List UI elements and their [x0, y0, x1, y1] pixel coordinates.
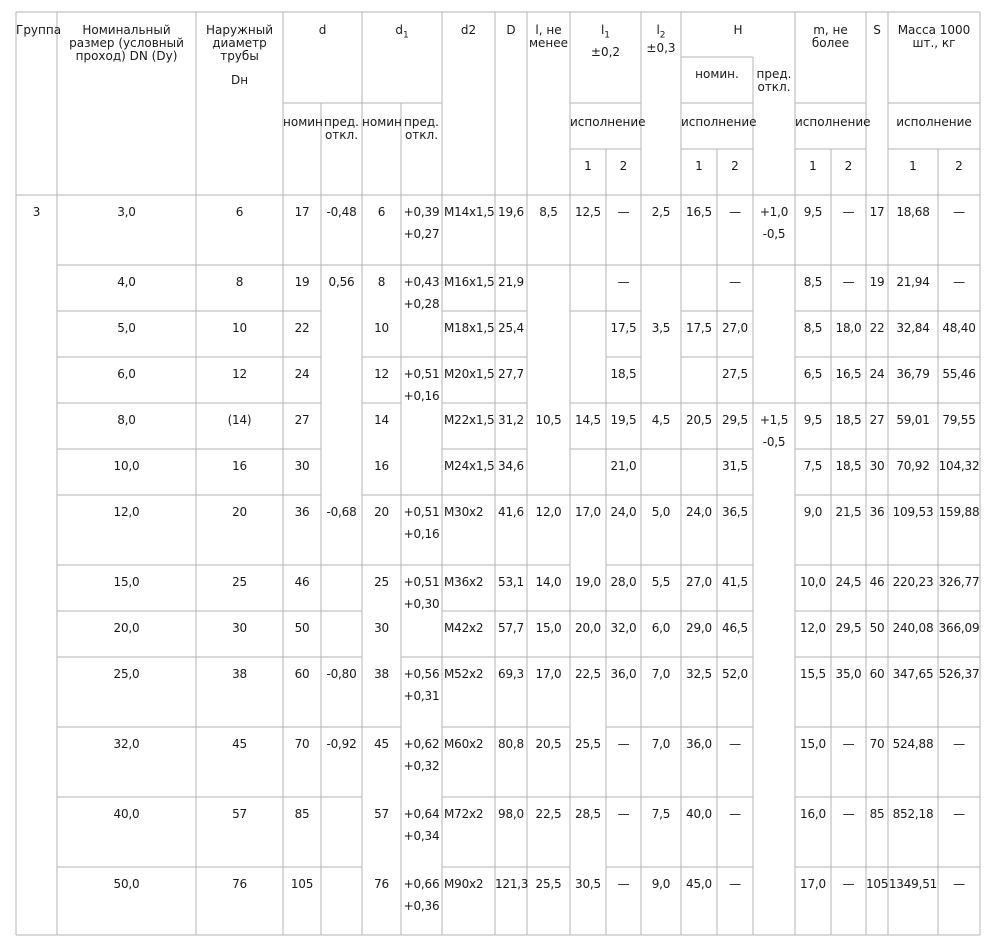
- l1-exec2-cell: 32,0: [610, 621, 637, 635]
- d1-deviation-upper-cell: +0,66: [403, 877, 440, 891]
- d2-thread-cell: M20x1,5: [444, 367, 495, 381]
- header-H-deviation: пред. откл.: [756, 67, 792, 94]
- mass-exec2-cell: —: [953, 877, 965, 891]
- d1-deviation-lower-cell: +0,34: [403, 829, 440, 843]
- d2-thread-cell: M22x1,5: [444, 413, 495, 427]
- header-l: l, не менее: [529, 23, 569, 50]
- d1-nominal-cell: 57: [374, 807, 389, 821]
- d2-thread-cell: M52x2: [444, 667, 484, 681]
- d-deviation-cell: -0,80: [326, 667, 357, 681]
- D-cell: 41,6: [498, 505, 524, 519]
- m-exec1-cell: 16,0: [800, 807, 826, 821]
- d1-deviation-lower-cell: +0,28: [403, 297, 440, 311]
- d1-nominal-cell: 10: [374, 321, 389, 335]
- d1-nominal-cell: 76: [374, 877, 389, 891]
- m-exec1-cell: 9,5: [803, 205, 823, 219]
- m-exec1-cell: 10,0: [800, 575, 826, 589]
- D-cell: 27,7: [498, 367, 524, 381]
- l2-cell: 7,0: [651, 737, 671, 751]
- d1-deviation-lower-cell: +0,32: [403, 759, 440, 773]
- m-exec1-cell: 6,5: [803, 367, 823, 381]
- S-cell: 36: [869, 505, 885, 519]
- l2-cell: 6,0: [651, 621, 671, 635]
- d-deviation-cell: -0,92: [326, 737, 357, 751]
- dn-cell: 3,0: [117, 205, 136, 219]
- l1-exec1-cell: 14,5: [575, 413, 601, 427]
- S-cell: 19: [869, 275, 885, 289]
- l2-cell: 7,5: [651, 807, 671, 821]
- m-exec2-cell: —: [842, 877, 855, 891]
- S-cell: 22: [869, 321, 885, 335]
- d2-thread-cell: M90x2: [444, 877, 484, 891]
- d-nominal-cell: 85: [294, 807, 310, 821]
- d-nominal-cell: 30: [294, 459, 310, 473]
- l1-exec1-cell: 20,0: [575, 621, 601, 635]
- d-nominal-cell: 24: [294, 367, 310, 381]
- l1-exec2-cell: 18,5: [610, 367, 637, 381]
- header-m-exec-1: 1: [809, 159, 817, 173]
- header-d2: d2: [460, 23, 477, 37]
- D-cell: 57,7: [498, 621, 524, 635]
- H-exec1-cell: 16,5: [686, 205, 712, 219]
- m-exec2-cell: —: [842, 205, 855, 219]
- m-exec2-cell: 35,0: [835, 667, 862, 681]
- l-cell: 12,0: [535, 505, 562, 519]
- header-nominal-size: Номинальный размер (условный проход) DN (Dу): [69, 23, 184, 63]
- D-cell: 34,6: [498, 459, 524, 473]
- m-exec2-cell: —: [842, 807, 855, 821]
- header-H-execution: исполнение: [681, 115, 757, 129]
- H-exec2-cell: —: [729, 205, 741, 219]
- d-nominal-cell: 46: [294, 575, 310, 589]
- d1-nominal-cell: 38: [374, 667, 389, 681]
- d1-nominal-cell: 12: [374, 367, 389, 381]
- D-cell: 98,0: [498, 807, 524, 821]
- H-deviation-lower-cell: -0,5: [762, 435, 786, 449]
- d1-deviation-upper-cell: +0,56: [403, 667, 440, 681]
- H-deviation-lower-cell: -0,5: [762, 227, 786, 241]
- group-cell: 3: [32, 205, 41, 219]
- dn-cell: 15,0: [113, 575, 140, 589]
- d1-deviation-upper-cell: +0,64: [403, 807, 440, 821]
- dn-cell: 5,0: [117, 321, 136, 335]
- dn-cell: 40,0: [113, 807, 140, 821]
- H-exec1-cell: 20,5: [686, 413, 712, 427]
- header-D: D: [506, 23, 516, 37]
- l-cell: 25,5: [535, 877, 562, 891]
- l1-exec2-cell: 28,0: [610, 575, 637, 589]
- S-cell: 30: [869, 459, 885, 473]
- l1-exec1-cell: 17,0: [575, 505, 601, 519]
- l1-exec1-cell: 30,5: [575, 877, 601, 891]
- mass-exec1-cell: 59,01: [896, 413, 930, 427]
- mass-exec1-cell: 32,84: [896, 321, 930, 335]
- H-exec1-cell: 45,0: [686, 877, 712, 891]
- H-exec2-cell: —: [729, 807, 741, 821]
- H-exec1-cell: 29,0: [686, 621, 712, 635]
- header-l1-subscript: 1: [604, 30, 611, 41]
- m-exec2-cell: 16,5: [835, 367, 862, 381]
- mass-exec2-cell: 79,55: [942, 413, 976, 427]
- header-d: d: [318, 23, 327, 37]
- l2-cell: 5,0: [651, 505, 671, 519]
- m-exec1-cell: 8,5: [803, 275, 823, 289]
- m-exec1-cell: 15,5: [800, 667, 826, 681]
- l1-exec1-cell: 22,5: [575, 667, 601, 681]
- d1-deviation-upper-cell: +0,39: [403, 205, 440, 219]
- mass-exec2-cell: 326,77: [938, 575, 980, 589]
- d1-deviation-upper-cell: +0,62: [403, 737, 440, 751]
- mass-exec1-cell: 220,23: [892, 575, 934, 589]
- d2-thread-cell: M60x2: [444, 737, 484, 751]
- d2-thread-cell: M36x2: [444, 575, 484, 589]
- H-deviation-upper-cell: +1,5: [759, 413, 789, 427]
- m-exec2-cell: —: [842, 275, 855, 289]
- d1-nominal-cell: 14: [374, 413, 389, 427]
- d2-thread-cell: M30x2: [444, 505, 484, 519]
- d1-nominal-cell: 8: [377, 275, 386, 289]
- d1-deviation-upper-cell: +0,51: [403, 575, 440, 589]
- H-exec1-cell: 27,0: [686, 575, 712, 589]
- m-exec1-cell: 15,0: [800, 737, 826, 751]
- d-deviation-cell: -0,68: [326, 505, 357, 519]
- outer-diameter-cell: 6: [235, 205, 244, 219]
- outer-diameter-cell: 10: [232, 321, 247, 335]
- l-cell: 14,0: [535, 575, 562, 589]
- d2-thread-cell: M24x1,5: [444, 459, 495, 473]
- S-cell: 50: [869, 621, 885, 635]
- outer-diameter-cell: 16: [232, 459, 247, 473]
- header-mass-exec-2: 2: [955, 159, 963, 173]
- outer-diameter-cell: (14): [227, 413, 252, 427]
- mass-exec2-cell: 159,88: [938, 505, 980, 519]
- m-exec1-cell: 9,0: [803, 505, 823, 519]
- l-cell: 8,5: [539, 205, 558, 219]
- H-exec1-cell: 32,5: [686, 667, 712, 681]
- l1-exec1-cell: 19,0: [575, 575, 601, 589]
- header-d-deviation: пред. откл.: [324, 115, 359, 142]
- dn-cell: 10,0: [113, 459, 140, 473]
- S-cell: 46: [869, 575, 885, 589]
- header-d-nominal: номин: [283, 115, 323, 129]
- header-d1-deviation: пред. откл.: [404, 115, 439, 142]
- D-cell: 31,2: [498, 413, 524, 427]
- l1-exec2-cell: —: [617, 205, 630, 219]
- l1-exec2-cell: —: [617, 737, 630, 751]
- d-deviation-cell: 0,56: [328, 275, 355, 289]
- d2-thread-cell: M14x1,5: [444, 205, 495, 219]
- mass-exec1-cell: 70,92: [896, 459, 930, 473]
- m-exec1-cell: 12,0: [800, 621, 826, 635]
- mass-exec1-cell: 18,68: [896, 205, 930, 219]
- l1-exec1-cell: 25,5: [575, 737, 601, 751]
- d1-deviation-upper-cell: +0,43: [403, 275, 440, 289]
- outer-diameter-cell: 25: [232, 575, 247, 589]
- d-nominal-cell: 17: [294, 205, 310, 219]
- d1-deviation-lower-cell: +0,16: [403, 389, 440, 403]
- d1-deviation-lower-cell: +0,27: [403, 227, 440, 241]
- outer-diameter-cell: 8: [235, 275, 244, 289]
- header-l1: $l_1$: [600, 23, 611, 41]
- header-l2-subscript: 2: [659, 30, 666, 41]
- outer-diameter-cell: 76: [232, 877, 247, 891]
- D-cell: 121,3: [495, 877, 529, 891]
- H-exec2-cell: —: [729, 877, 741, 891]
- d1-nominal-cell: 30: [374, 621, 389, 635]
- d-nominal-cell: 105: [290, 877, 314, 891]
- S-cell: 105: [866, 877, 889, 891]
- H-exec2-cell: 36,5: [722, 505, 748, 519]
- l-cell: 17,0: [535, 667, 562, 681]
- header-d1-subscript: 1: [402, 30, 409, 41]
- mass-exec1-cell: 347,65: [892, 667, 934, 681]
- dn-cell: 6,0: [117, 367, 136, 381]
- dn-cell: 20,0: [113, 621, 140, 635]
- header-l1-execution: исполнение: [570, 115, 646, 129]
- D-cell: 69,3: [498, 667, 524, 681]
- d1-nominal-cell: 6: [377, 205, 386, 219]
- d-nominal-cell: 60: [294, 667, 310, 681]
- dn-cell: 4,0: [117, 275, 136, 289]
- mass-exec1-cell: 109,53: [892, 505, 934, 519]
- dn-cell: 32,0: [113, 737, 140, 751]
- H-exec2-cell: 52,0: [722, 667, 748, 681]
- d-nominal-cell: 70: [294, 737, 310, 751]
- header-mass-execution: исполнение: [896, 115, 972, 129]
- header-m: m, не более: [811, 23, 850, 50]
- l1-exec2-cell: —: [617, 807, 630, 821]
- d1-nominal-cell: 45: [374, 737, 389, 751]
- header-m-execution: исполнение: [795, 115, 871, 129]
- D-cell: 21,9: [498, 275, 524, 289]
- l2-cell: 9,0: [651, 877, 671, 891]
- outer-diameter-cell: 30: [232, 621, 247, 635]
- mass-exec2-cell: 366,09: [938, 621, 980, 635]
- S-cell: 70: [869, 737, 885, 751]
- mass-exec2-cell: —: [953, 275, 965, 289]
- l1-exec1-cell: 12,5: [575, 205, 601, 219]
- d-nominal-cell: 36: [294, 505, 310, 519]
- m-exec2-cell: 18,5: [835, 459, 862, 473]
- l2-cell: 4,5: [651, 413, 671, 427]
- outer-diameter-cell: 20: [232, 505, 247, 519]
- m-exec2-cell: 18,5: [835, 413, 862, 427]
- mass-exec1-cell: 36,79: [896, 367, 930, 381]
- d1-deviation-lower-cell: +0,16: [403, 527, 440, 541]
- D-cell: 25,4: [498, 321, 524, 335]
- S-cell: 24: [869, 367, 885, 381]
- header-d1: $d_1$: [395, 23, 409, 41]
- dn-cell: 50,0: [113, 877, 140, 891]
- H-deviation-upper-cell: +1,0: [759, 205, 789, 219]
- d1-nominal-cell: 25: [374, 575, 389, 589]
- m-exec1-cell: 9,5: [803, 413, 823, 427]
- header-mass: Масса 1000 шт., кг: [897, 23, 971, 50]
- H-exec1-cell: 17,5: [686, 321, 712, 335]
- m-exec1-cell: 7,5: [803, 459, 823, 473]
- mass-exec1-cell: 852,18: [892, 807, 934, 821]
- mass-exec1-cell: 21,94: [896, 275, 930, 289]
- H-exec2-cell: —: [729, 275, 741, 289]
- d1-deviation-lower-cell: +0,31: [403, 689, 440, 703]
- outer-diameter-cell: 12: [232, 367, 247, 381]
- dn-cell: 12,0: [113, 505, 140, 519]
- l1-exec2-cell: 17,5: [610, 321, 637, 335]
- l1-exec2-cell: 19,5: [610, 413, 637, 427]
- S-cell: 85: [869, 807, 885, 821]
- d-nominal-cell: 19: [294, 275, 310, 289]
- S-cell: 60: [869, 667, 885, 681]
- mass-exec2-cell: 104,32: [938, 459, 980, 473]
- d-nominal-cell: 27: [294, 413, 310, 427]
- mass-exec2-cell: 526,37: [938, 667, 980, 681]
- mass-exec2-cell: —: [953, 205, 965, 219]
- header-d1-nominal: номин: [362, 115, 402, 129]
- d2-thread-cell: M18x1,5: [444, 321, 495, 335]
- header-l1-tolerance: ±0,2: [590, 45, 621, 59]
- dn-cell: 25,0: [113, 667, 140, 681]
- H-exec2-cell: 27,0: [722, 321, 748, 335]
- l-cell: 20,5: [535, 737, 562, 751]
- D-cell: 80,8: [498, 737, 524, 751]
- header-outer-diameter-symbol: Dн: [230, 73, 249, 87]
- mass-exec1-cell: 1349,51: [888, 877, 938, 891]
- H-exec1-cell: 36,0: [686, 737, 712, 751]
- outer-diameter-cell: 38: [232, 667, 247, 681]
- m-exec2-cell: 18,0: [835, 321, 862, 335]
- header-l1-exec-2: 2: [619, 159, 628, 173]
- outer-diameter-cell: 57: [232, 807, 247, 821]
- m-exec1-cell: 8,5: [803, 321, 823, 335]
- H-exec2-cell: 29,5: [722, 413, 748, 427]
- dn-cell: 8,0: [117, 413, 136, 427]
- l2-cell: 7,0: [651, 667, 671, 681]
- header-m-exec-2: 2: [844, 159, 853, 173]
- header-H-nominal: номин.: [695, 67, 739, 81]
- d1-nominal-cell: 20: [374, 505, 389, 519]
- m-exec2-cell: 21,5: [835, 505, 862, 519]
- header-H: H: [733, 23, 743, 37]
- d1-nominal-cell: 16: [374, 459, 389, 473]
- l1-exec2-cell: 21,0: [610, 459, 637, 473]
- mass-exec2-cell: —: [953, 807, 965, 821]
- outer-diameter-cell: 45: [232, 737, 247, 751]
- d2-thread-cell: M72x2: [444, 807, 484, 821]
- header-l2: $l_2 \pm 0,3$: [646, 23, 676, 56]
- H-exec2-cell: 41,5: [722, 575, 748, 589]
- d1-deviation-lower-cell: +0,30: [403, 597, 440, 611]
- H-exec2-cell: 46,5: [722, 621, 748, 635]
- H-exec2-cell: —: [729, 737, 741, 751]
- mass-exec2-cell: 48,40: [942, 321, 976, 335]
- S-cell: 27: [869, 413, 885, 427]
- l1-exec2-cell: —: [617, 877, 630, 891]
- D-cell: 53,1: [498, 575, 524, 589]
- l1-exec2-cell: —: [617, 275, 630, 289]
- H-exec2-cell: 27,5: [722, 367, 748, 381]
- header-outer-diameter: Наружный диаметр трубы: [205, 23, 274, 63]
- d-deviation-cell: -0,48: [326, 205, 357, 219]
- mass-exec1-cell: 524,88: [892, 737, 934, 751]
- D-cell: 19,6: [498, 205, 524, 219]
- header-group: Группа: [16, 23, 62, 37]
- d1-deviation-upper-cell: +0,51: [403, 505, 440, 519]
- l-cell: 10,5: [535, 413, 562, 427]
- S-cell: 17: [869, 205, 885, 219]
- l2-cell: 3,5: [651, 321, 671, 335]
- l1-exec2-cell: 24,0: [610, 505, 637, 519]
- H-exec1-cell: 24,0: [686, 505, 712, 519]
- l2-cell: 5,5: [651, 575, 671, 589]
- l1-exec2-cell: 36,0: [610, 667, 637, 681]
- m-exec2-cell: 24,5: [835, 575, 862, 589]
- d-nominal-cell: 50: [294, 621, 310, 635]
- d-nominal-cell: 22: [294, 321, 310, 335]
- mass-exec2-cell: 55,46: [942, 367, 976, 381]
- H-exec1-cell: 40,0: [686, 807, 712, 821]
- mass-exec1-cell: 240,08: [892, 621, 934, 635]
- header-mass-exec-1: 1: [909, 159, 917, 173]
- d1-deviation-lower-cell: +0,36: [403, 899, 440, 913]
- header-S: S: [873, 23, 881, 37]
- l-cell: 15,0: [535, 621, 562, 635]
- header-l1-exec-1: 1: [584, 159, 592, 173]
- l2-cell: 2,5: [651, 205, 671, 219]
- mass-exec2-cell: —: [953, 737, 965, 751]
- header-H-exec-1: 1: [695, 159, 703, 173]
- m-exec1-cell: 17,0: [800, 877, 826, 891]
- d1-deviation-upper-cell: +0,51: [403, 367, 440, 381]
- d2-thread-cell: M42x2: [444, 621, 484, 635]
- d2-thread-cell: M16x1,5: [444, 275, 495, 289]
- l-cell: 22,5: [535, 807, 562, 821]
- header-H-exec-2: 2: [731, 159, 739, 173]
- H-exec2-cell: 31,5: [722, 459, 748, 473]
- l1-exec1-cell: 28,5: [575, 807, 601, 821]
- m-exec2-cell: —: [842, 737, 855, 751]
- m-exec2-cell: 29,5: [835, 621, 862, 635]
